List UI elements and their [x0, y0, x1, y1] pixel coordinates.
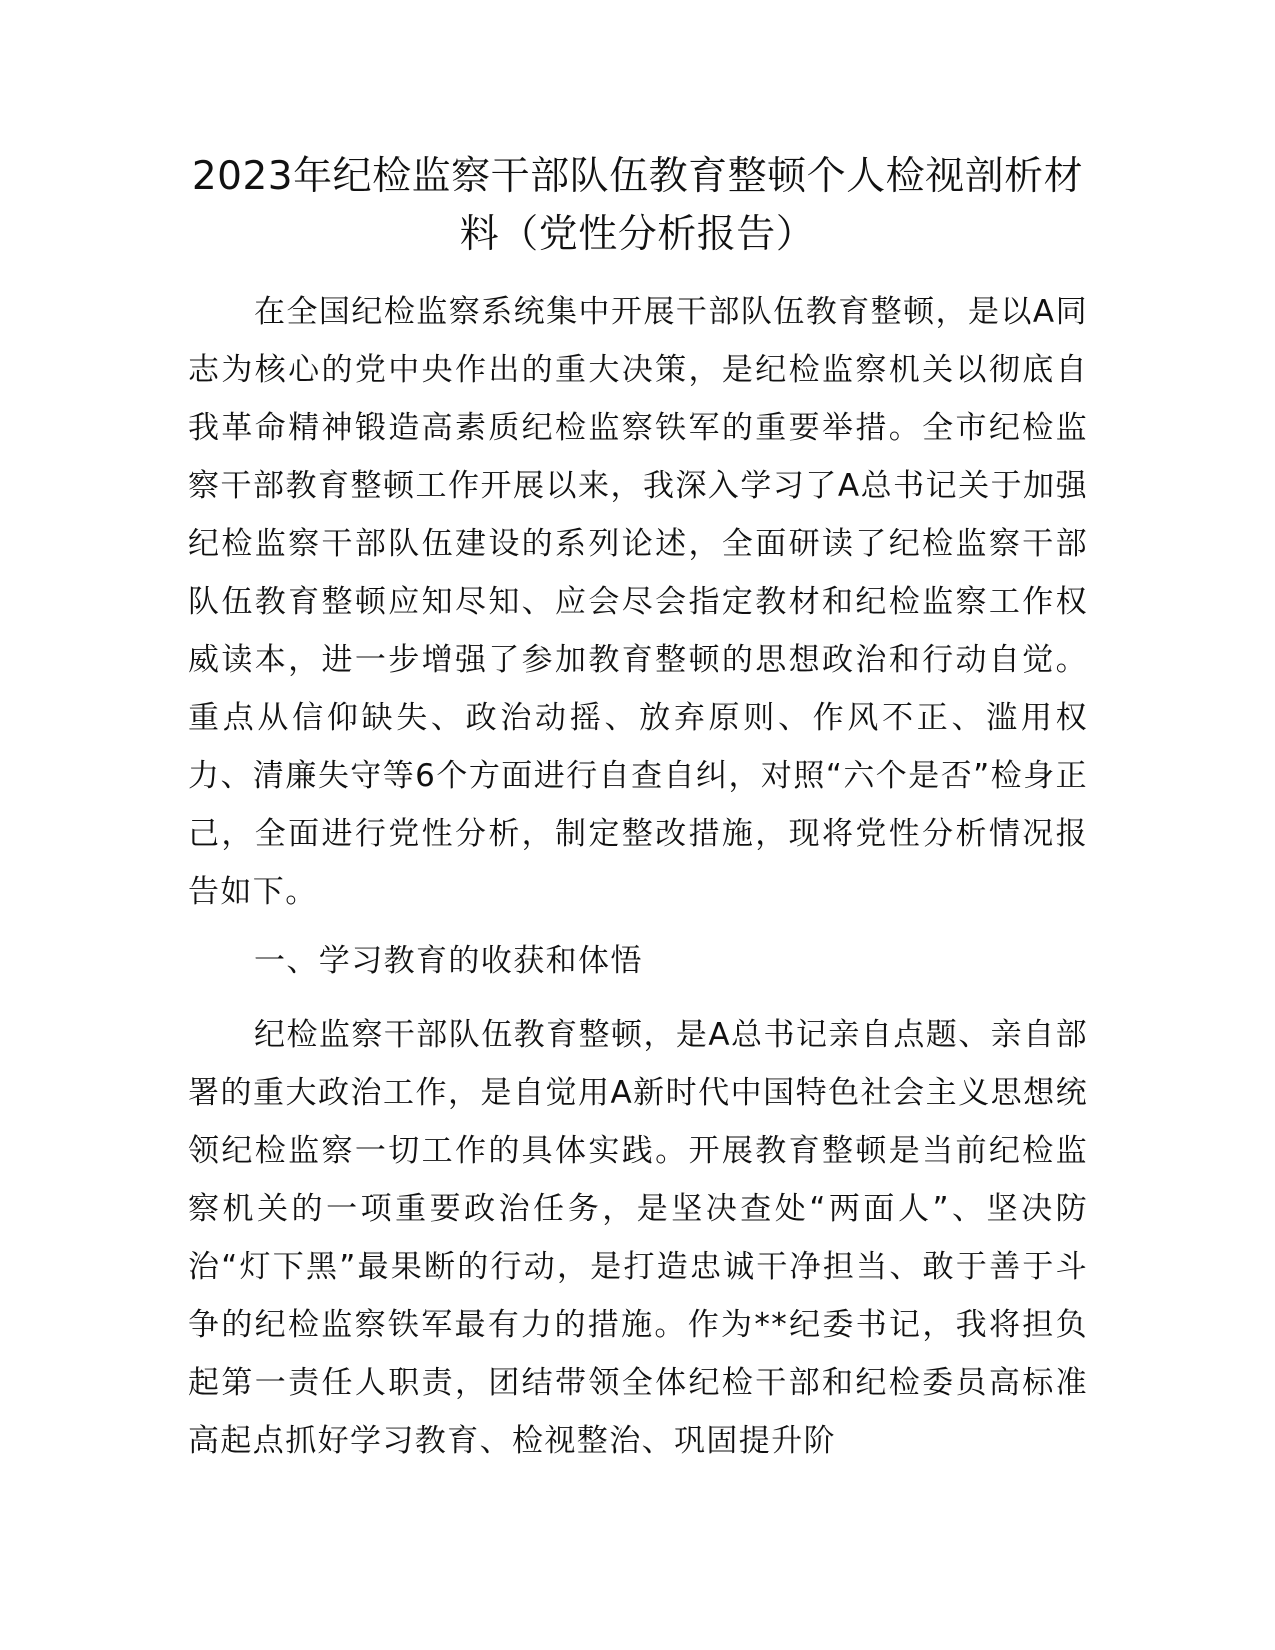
section-1-paragraph: 纪检监察干部队伍教育整顿，是A总书记亲自点题、亲自部署的重大政治工作，是自觉用A新时代中国特色社会主义思想统领纪检监察一切工作的具体实践。开展教育整顿是当前纪检监察机关的一项重要政治任务，是坚决查处“两面人”、坚决防治“灯下黑”最果断的行动，是打造忠诚干净担当、敢于善于斗争的纪检监察铁军最有力的措施。作为**纪委书记，我将担负起第一责任人职责，团结带领全体纪检干部和纪检委员高标准高起点抓好学习教育、检视整治、巩固提升阶: [188, 1017, 1088, 1459]
document-title: 2023年纪检监察干部队伍教育整顿个人检视剖析材料（党性分析报告）: [191, 154, 1084, 257]
section-heading-1: 一、学习教育的收获和体悟: [254, 943, 643, 979]
intro-paragraph: 在全国纪检监察系统集中开展干部队伍教育整顿，是以A同志为核心的党中央作出的重大决策，是纪检监察机关以彻底自我革命精神锻造高素质纪检监察铁军的重要举措。全市纪检监察干部教育整顿工作开展以来，我深入学习了A总书记关于加强纪检监察干部队伍建设的系列论述，全面研读了纪检监察干部队伍教育整顿应知尽知、应会尽会指定教材和纪检监察工作权威读本，进一步增强了参加教育整顿的思想政治和行动自觉。重点从信仰缺失、政治动摇、放弃原则、作风不正、滥用权力、清廉失守等6个方面进行自查自纠，对照“六个是否”检身正己，全面进行党性分析，制定整改措施，现将党性分析情况报告如下。: [188, 294, 1088, 910]
